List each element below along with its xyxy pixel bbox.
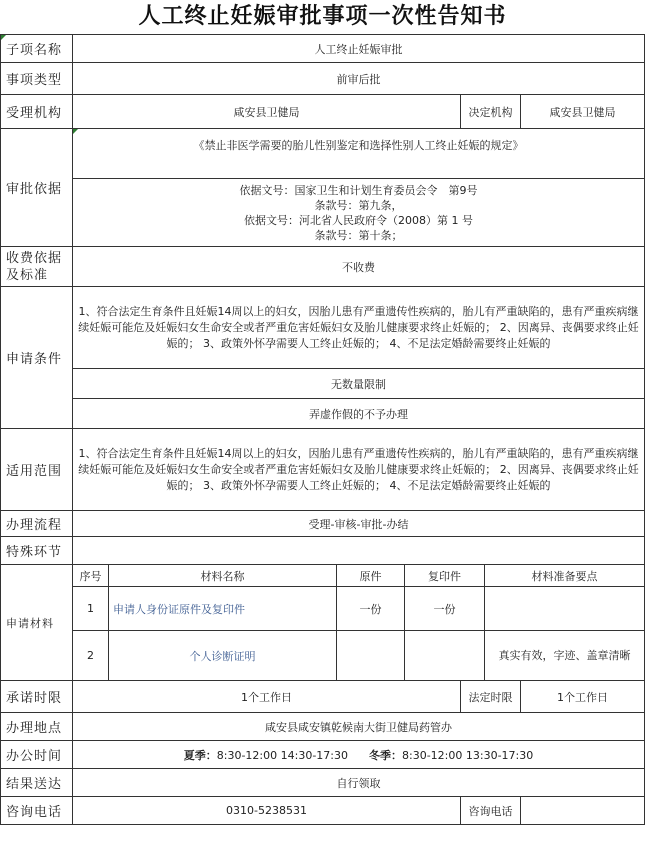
row-process bbox=[1, 511, 645, 537]
scope-label: 适用范围 bbox=[1, 429, 73, 511]
location-label: 办理地点 bbox=[1, 713, 73, 741]
material-1-original: 一份 bbox=[337, 587, 405, 631]
material-2-original bbox=[337, 631, 405, 681]
row-scope bbox=[1, 429, 645, 511]
decide-org-value: 咸安县卫健局 bbox=[521, 95, 645, 129]
row-location bbox=[1, 713, 645, 741]
row-sub-item bbox=[1, 35, 645, 63]
conditions-label: 申请条件 bbox=[1, 287, 73, 429]
legal-time-label: 法定时限 bbox=[461, 681, 521, 713]
row-fee bbox=[1, 247, 645, 287]
row-conditions-text bbox=[1, 287, 645, 369]
delivery-label: 结果送达 bbox=[1, 769, 73, 797]
row-consult bbox=[1, 797, 645, 825]
consult-label: 咨询电话 bbox=[1, 797, 73, 825]
winter-value: 8:30-12:00 13:30-17:30 bbox=[402, 748, 534, 762]
conditions-text: 1、符合法定生育条件且妊娠14周以上的妇女，因胎儿患有严重遗传性疾病的，胎儿有严重缺陷的，患有严重疾病继续妊娠可能危及妊娠妇女生命安全或者严重危害妊娠妇女及胎儿健康要求终止妊娠的； 2、因离异、丧偶要求终止妊娠的； 3、政策外怀孕需要人工终止妊娠的； 4、不足法定婚龄需要终止妊娠的 bbox=[73, 287, 645, 369]
scope-text: 1、符合法定生育条件且妊娠14周以上的妇女，因胎儿患有严重遗传性疾病的，胎儿有严重缺陷的，患有严重疾病继续妊娠可能危及妊娠妇女生命安全或者严重危害妊娠妇女及胎儿健康要求终止妊娠的； 2、因离异、丧偶要求终止妊娠的； 3、政策外怀孕需要人工终止妊娠的； 4、不足法定婚龄需要终止妊娠的 bbox=[73, 429, 645, 511]
material-2-no: 2 bbox=[73, 631, 109, 681]
row-conditions-fraud bbox=[1, 399, 645, 429]
sub-item-label: 子项名称 bbox=[1, 35, 73, 63]
row-materials-header bbox=[1, 565, 645, 587]
accept-org-value: 咸安县卫健局 bbox=[73, 95, 461, 129]
special-value bbox=[73, 537, 645, 565]
material-1-note bbox=[485, 587, 645, 631]
row-item-type bbox=[1, 63, 645, 95]
materials-header-note: 材料准备要点 bbox=[485, 565, 645, 587]
sub-item-value: 人工终止妊娠审批 bbox=[73, 35, 645, 63]
location-value: 咸安县咸安镇乾候南大街卫健局药管办 bbox=[73, 713, 645, 741]
row-conditions-quantity bbox=[1, 369, 645, 399]
row-office-hours bbox=[1, 741, 645, 769]
process-label: 办理流程 bbox=[1, 511, 73, 537]
summer-value: 8:30-12:00 14:30-17:30 bbox=[216, 748, 348, 762]
promise-time-value: 1个工作日 bbox=[73, 681, 461, 713]
material-1-name: 申请人身份证原件及复印件 bbox=[109, 587, 337, 631]
basis-regulation: 《禁止非医学需要的胎儿性别鉴定和选择性别人工终止妊娠的规定》 bbox=[73, 129, 645, 179]
office-hours-label: 办公时间 bbox=[1, 741, 73, 769]
basis-line-4: 条款号：第十条； bbox=[314, 228, 403, 242]
consult-value: 0310-5238531 bbox=[73, 797, 461, 825]
consult-label-2: 咨询电话 bbox=[461, 797, 521, 825]
delivery-value: 自行领取 bbox=[73, 769, 645, 797]
materials-row-2 bbox=[1, 631, 645, 681]
materials-label: 申请材料 bbox=[1, 565, 73, 681]
material-2-copy bbox=[405, 631, 485, 681]
process-value: 受理-审核-审批-办结 bbox=[73, 511, 645, 537]
row-basis-regulation bbox=[1, 129, 645, 179]
conditions-quantity: 无数量限制 bbox=[73, 369, 645, 399]
basis-line-3: 依据文号：河北省人民政府令（2008）第 1 号 bbox=[244, 213, 473, 227]
row-promise-time bbox=[1, 681, 645, 713]
page-title: 人工终止妊娠审批事项一次性告知书 bbox=[138, 4, 507, 29]
row-basis-detail bbox=[1, 179, 645, 247]
material-1-no: 1 bbox=[73, 587, 109, 631]
materials-header-no: 序号 bbox=[73, 565, 109, 587]
item-type-value: 前审后批 bbox=[73, 63, 645, 95]
materials-header-original: 原件 bbox=[337, 565, 405, 587]
material-2-note: 真实有效，字迹、盖章清晰 bbox=[485, 631, 645, 681]
material-2-name: 个人诊断证明 bbox=[109, 631, 337, 681]
basis-line-1: 依据文号：国家卫生和计划生育委员会令 第9号 bbox=[239, 183, 478, 197]
accept-org-label: 受理机构 bbox=[1, 95, 73, 129]
item-type-label: 事项类型 bbox=[1, 63, 73, 95]
summer-label: 夏季： bbox=[183, 748, 217, 762]
legal-time-value: 1个工作日 bbox=[521, 681, 645, 713]
promise-time-label: 承诺时限 bbox=[1, 681, 73, 713]
row-accept-org bbox=[1, 95, 645, 129]
basis-detail bbox=[73, 179, 645, 247]
decide-org-label: 决定机构 bbox=[461, 95, 521, 129]
conditions-fraud: 弄虚作假的不予办理 bbox=[73, 399, 645, 429]
fee-value: 不收费 bbox=[73, 247, 645, 287]
notice-table bbox=[0, 34, 645, 825]
special-label: 特殊环节 bbox=[1, 537, 73, 565]
materials-header-name: 材料名称 bbox=[109, 565, 337, 587]
materials-row-1 bbox=[1, 587, 645, 631]
office-hours-value bbox=[73, 741, 645, 769]
consult-value-2 bbox=[521, 797, 645, 825]
basis-label: 审批依据 bbox=[1, 129, 73, 247]
row-special bbox=[1, 537, 645, 565]
material-1-copy: 一份 bbox=[405, 587, 485, 631]
basis-line-2: 条款号：第九条， bbox=[314, 198, 403, 212]
materials-header-copy: 复印件 bbox=[405, 565, 485, 587]
row-delivery bbox=[1, 769, 645, 797]
winter-label: 冬季： bbox=[369, 748, 402, 762]
fee-label: 收费依据及标准 bbox=[1, 247, 73, 287]
